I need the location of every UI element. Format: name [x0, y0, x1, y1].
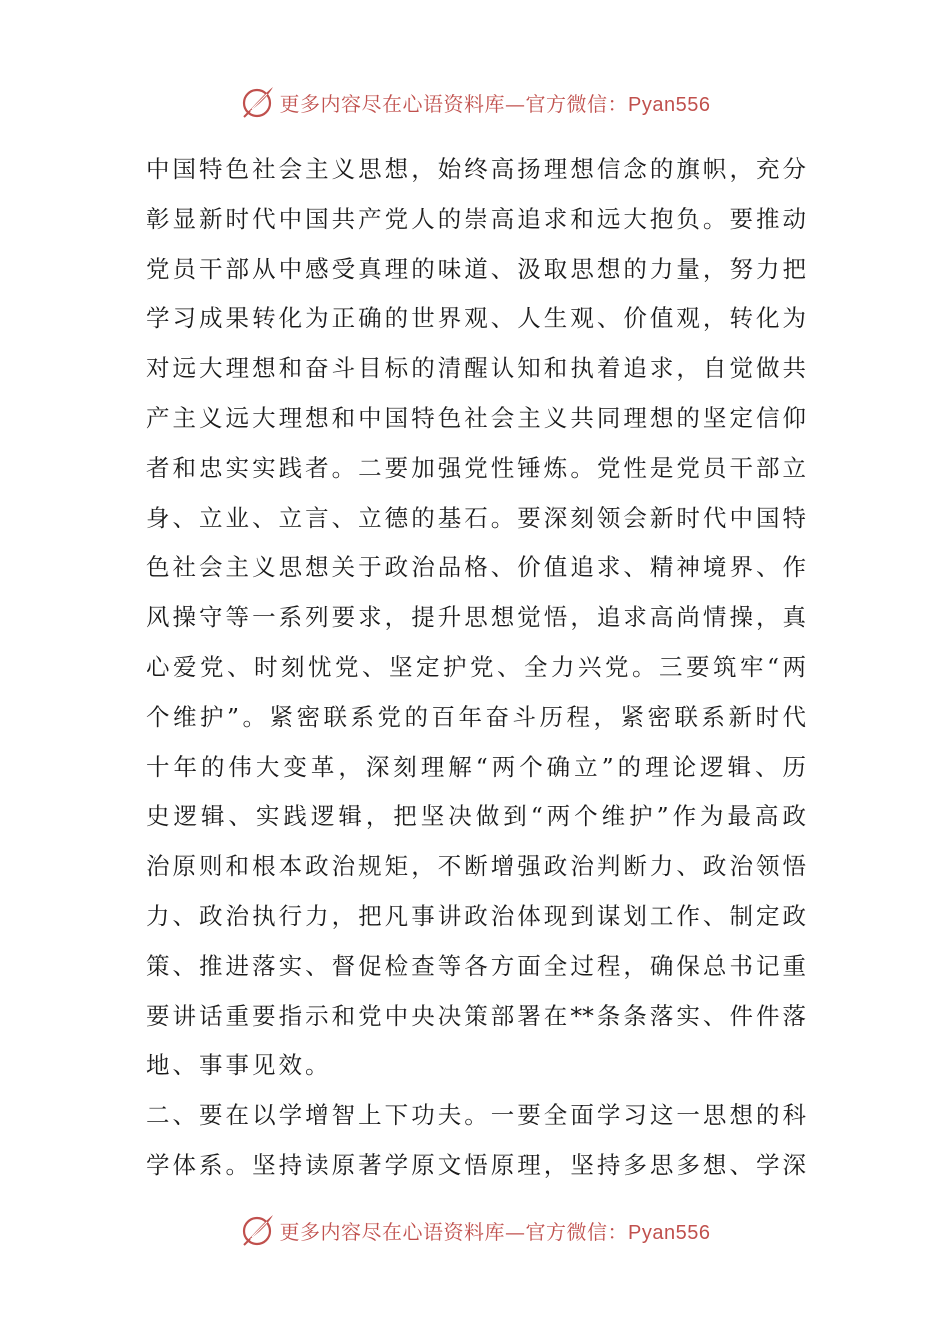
text-line: 策、推进落实、督促检查等各方面全过程，确保总书记重 [146, 951, 806, 980]
quill-pen-logo-icon [240, 1212, 276, 1248]
watermark-text: 更多内容尽在心语资料库—官方微信：Pyan556 [279, 1219, 711, 1244]
footer-watermark [0, 1210, 950, 1250]
text-line: 身、立业、立言、立德的基石。要深刻领会新时代中国特 [146, 503, 806, 532]
text-line: 史逻辑、实践逻辑，把坚决做到“两个维护”作为最高政 [146, 802, 806, 831]
text-line: 治原则和根本政治规矩，不断增强政治判断力、政治领悟 [146, 852, 806, 881]
text-line: 力、政治执行力，把凡事讲政治体现到谋划工作、制定政 [146, 901, 806, 930]
text-line: 学体系。坚持读原著学原文悟原理，坚持多思多想、学深 [146, 1150, 806, 1179]
text-line: 中国特色社会主义思想，始终高扬理想信念的旗帜，充分 [146, 155, 806, 183]
header-watermark [0, 82, 950, 122]
text-line: 学习成果转化为正确的世界观、人生观、价值观，转化为 [146, 304, 806, 333]
text-line-paragraph-end: 地、事事见效。 [146, 1051, 332, 1080]
text-line-section-heading: 二、要在以学增智上下功夫。一要全面学习这一思想的科 [146, 1101, 806, 1130]
text-line: 十年的伟大变革，深刻理解“两个确立”的理论逻辑、历 [146, 752, 806, 781]
text-line: 党员干部从中感受真理的味道、汲取思想的力量，努力把 [146, 254, 806, 283]
text-line: 产主义远大理想和中国特色社会主义共同理想的坚定信仰 [146, 403, 806, 432]
watermark-wechat-id: Pyan556 [628, 93, 711, 116]
quill-pen-logo-icon [240, 84, 276, 120]
watermark-wechat-id: Pyan556 [628, 1221, 711, 1244]
watermark-text: 更多内容尽在心语资料库—官方微信：Pyan556 [279, 91, 711, 116]
text-line: 风操守等一系列要求，提升思想觉悟，追求高尚情操，真 [146, 603, 806, 632]
text-line: 心爱党、时刻忧党、坚定护党、全力兴党。三要筑牢“两 [146, 652, 806, 681]
text-line: 对远大理想和奋斗目标的清醒认知和执着追求，自觉做共 [146, 354, 806, 383]
text-line: 色社会主义思想关于政治品格、价值追求、精神境界、作 [146, 553, 806, 582]
text-line: 彰显新时代中国共产党人的崇高追求和远大抱负。要推动 [146, 204, 806, 233]
text-line: 个维护”。紧密联系党的百年奋斗历程，紧密联系新时代 [146, 702, 806, 731]
text-line: 要讲话重要指示和党中央决策部署在**条条落实、件件落 [146, 1001, 806, 1030]
text-line: 者和忠实实践者。二要加强党性锤炼。党性是党员干部立 [146, 453, 806, 482]
document-body [146, 145, 806, 1191]
